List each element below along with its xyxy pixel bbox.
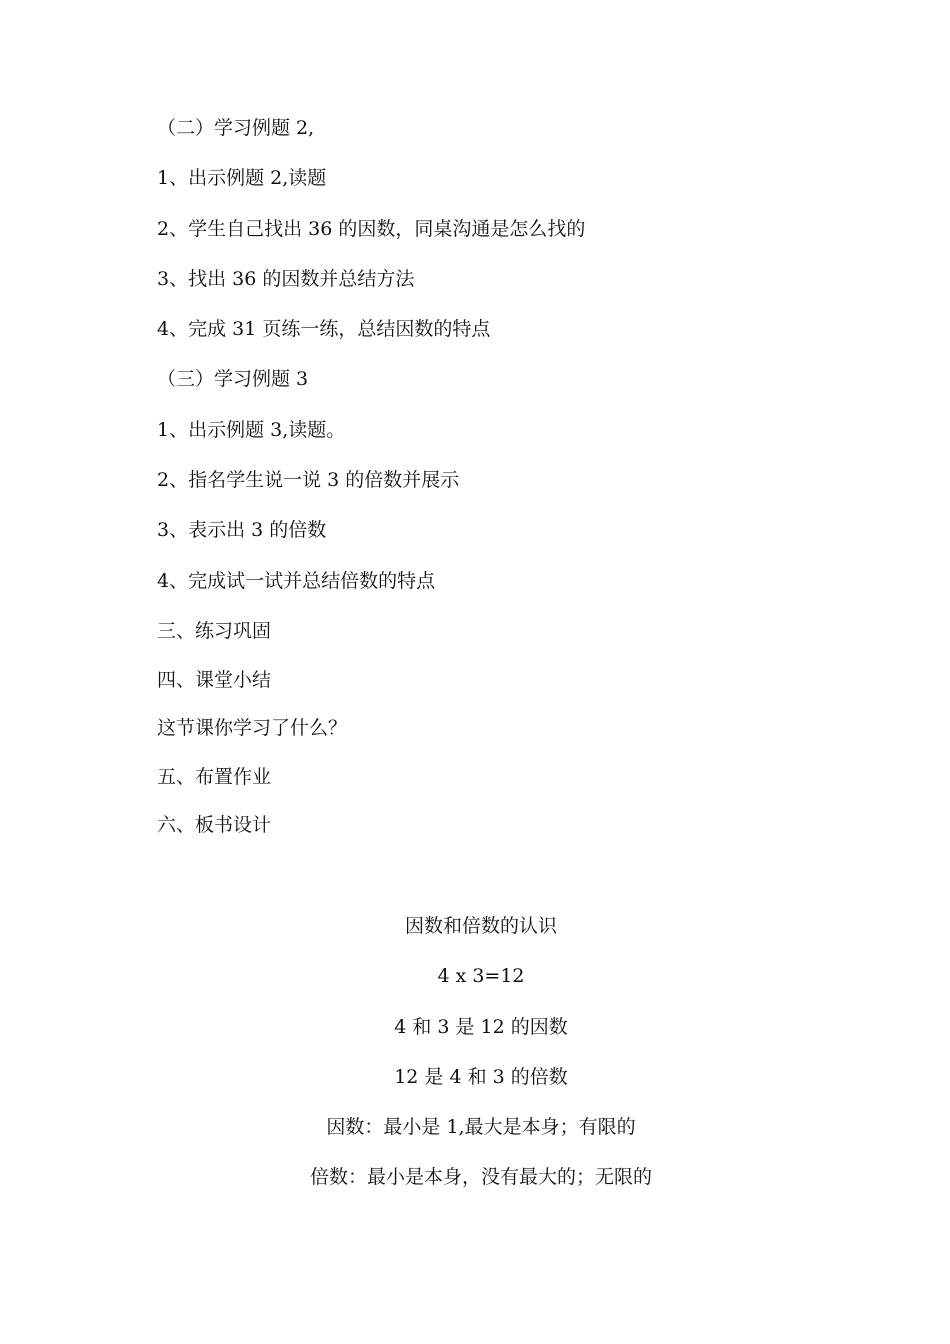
step-line: 3、找出 36 的因数并总结方法: [157, 267, 415, 290]
board-design: [0, 914, 950, 1189]
section-heading-example-3: （三）学习例题 3: [157, 368, 309, 391]
board-equation: 4 x 3=12: [437, 965, 525, 988]
step-line: 2、指名学生说一说 3 的倍数并展示: [157, 469, 460, 492]
board-line: 12 是 4 和 3 的倍数: [394, 1065, 568, 1088]
section-heading-summary: 四、课堂小结: [157, 668, 272, 691]
lesson-steps: [157, 116, 797, 837]
step-line: 3、表示出 3 的倍数: [157, 519, 327, 542]
board-line: 因数：最小是 1,最大是本身；有限的: [326, 1116, 636, 1139]
section-heading-homework: 五、布置作业: [157, 765, 272, 788]
board-line: 倍数：最小是本身，没有最大的；无限的: [309, 1166, 652, 1189]
board-title: 因数和倍数的认识: [404, 915, 557, 937]
step-line: 2、学生自己找出 36 的因数，同桌沟通是怎么找的: [157, 217, 586, 240]
section-heading-board-design: 六、板书设计: [157, 814, 272, 837]
summary-question: 这节课你学习了什么？: [157, 717, 348, 740]
step-line: 4、完成试一试并总结倍数的特点: [157, 569, 436, 592]
step-line: 1、出示例题 2,读题: [157, 167, 327, 190]
section-heading-example-2: （二）学习例题 2,: [157, 117, 315, 139]
board-line: 4 和 3 是 12 的因数: [394, 1015, 568, 1038]
section-heading-practice: 三、练习巩固: [157, 619, 272, 642]
step-line: 4、完成 31 页练一练，总结因数的特点: [157, 318, 491, 341]
step-line: 1、出示例题 3,读题。: [157, 418, 346, 441]
